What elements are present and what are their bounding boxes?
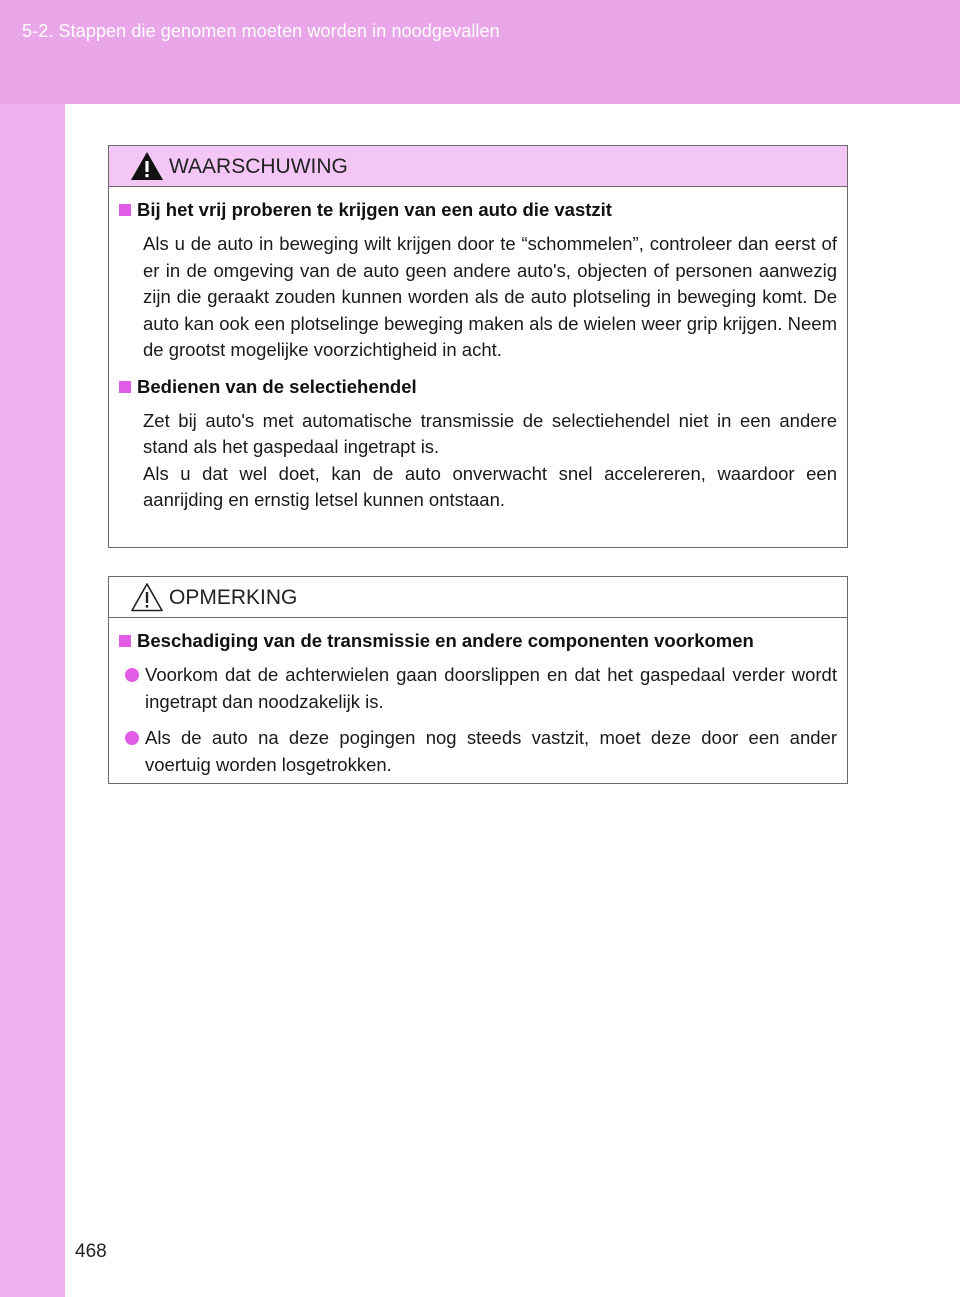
note-bullet-item bbox=[125, 725, 837, 778]
round-bullet-icon bbox=[125, 731, 139, 745]
note-bullet-text: Voorkom dat de achterwielen gaan doorslippen en dat het gaspedaal verder wordt ingetrapt dan noodzakelijk is. bbox=[145, 664, 837, 712]
page-number: 468 bbox=[75, 1241, 107, 1262]
warning-label: WAARSCHUWING bbox=[169, 155, 348, 178]
square-bullet-icon bbox=[119, 204, 131, 216]
warning-box-header bbox=[109, 146, 847, 187]
warning-topic-title: Bij het vrij proberen te krijgen van een auto die vastzit bbox=[137, 199, 612, 220]
note-box-body bbox=[109, 618, 847, 778]
note-topic-heading bbox=[119, 628, 837, 654]
warning-paragraph: Als u dat wel doet, kan de auto onverwacht snel accelereren, waardoor een aanrijding en ernstig letsel kunnen ontstaan. bbox=[143, 462, 837, 510]
header-band bbox=[0, 0, 960, 104]
note-label: OPMERKING bbox=[169, 586, 298, 609]
note-bullet-text: Als de auto na deze pogingen nog steeds vastzit, moet deze door een ander voertuig worden losgetrokken. bbox=[145, 727, 837, 775]
warning-box-body bbox=[109, 187, 847, 514]
warning-triangle-filled-icon bbox=[129, 150, 165, 182]
note-bullet-item bbox=[125, 662, 837, 715]
note-topic-title: Beschadiging van de transmissie en andere componenten voorkomen bbox=[137, 630, 754, 651]
warning-topic-heading bbox=[119, 197, 837, 223]
warning-paragraph: Als u de auto in beweging wilt krijgen door te “schommelen”, controleer dan eerst of er in de omgeving van de auto geen andere auto's, objecten of personen aanwezig zijn die geraakt zouden kunnen worden als de auto plotseling in beweging komt. De auto kan ook een plotselinge beweging maken als de wielen weer grip krijgen. Neem de grootst mogelijke voorzichtigheid in acht. bbox=[143, 233, 837, 360]
side-band bbox=[0, 104, 65, 1297]
warning-topic-heading bbox=[119, 374, 837, 400]
square-bullet-icon bbox=[119, 635, 131, 647]
warning-box bbox=[108, 145, 848, 548]
warning-triangle-outline-icon bbox=[129, 581, 165, 613]
section-title: 5-2. Stappen die genomen moeten worden in noodgevallen bbox=[22, 21, 500, 41]
square-bullet-icon bbox=[119, 381, 131, 393]
round-bullet-icon bbox=[125, 668, 139, 682]
note-box-header bbox=[109, 577, 847, 618]
note-box bbox=[108, 576, 848, 784]
warning-paragraph: Zet bij auto's met automatische transmissie de selectiehendel niet in een andere stand als het gaspedaal ingetrapt is. bbox=[143, 409, 837, 457]
warning-topic-title: Bedienen van de selectiehendel bbox=[137, 375, 417, 397]
